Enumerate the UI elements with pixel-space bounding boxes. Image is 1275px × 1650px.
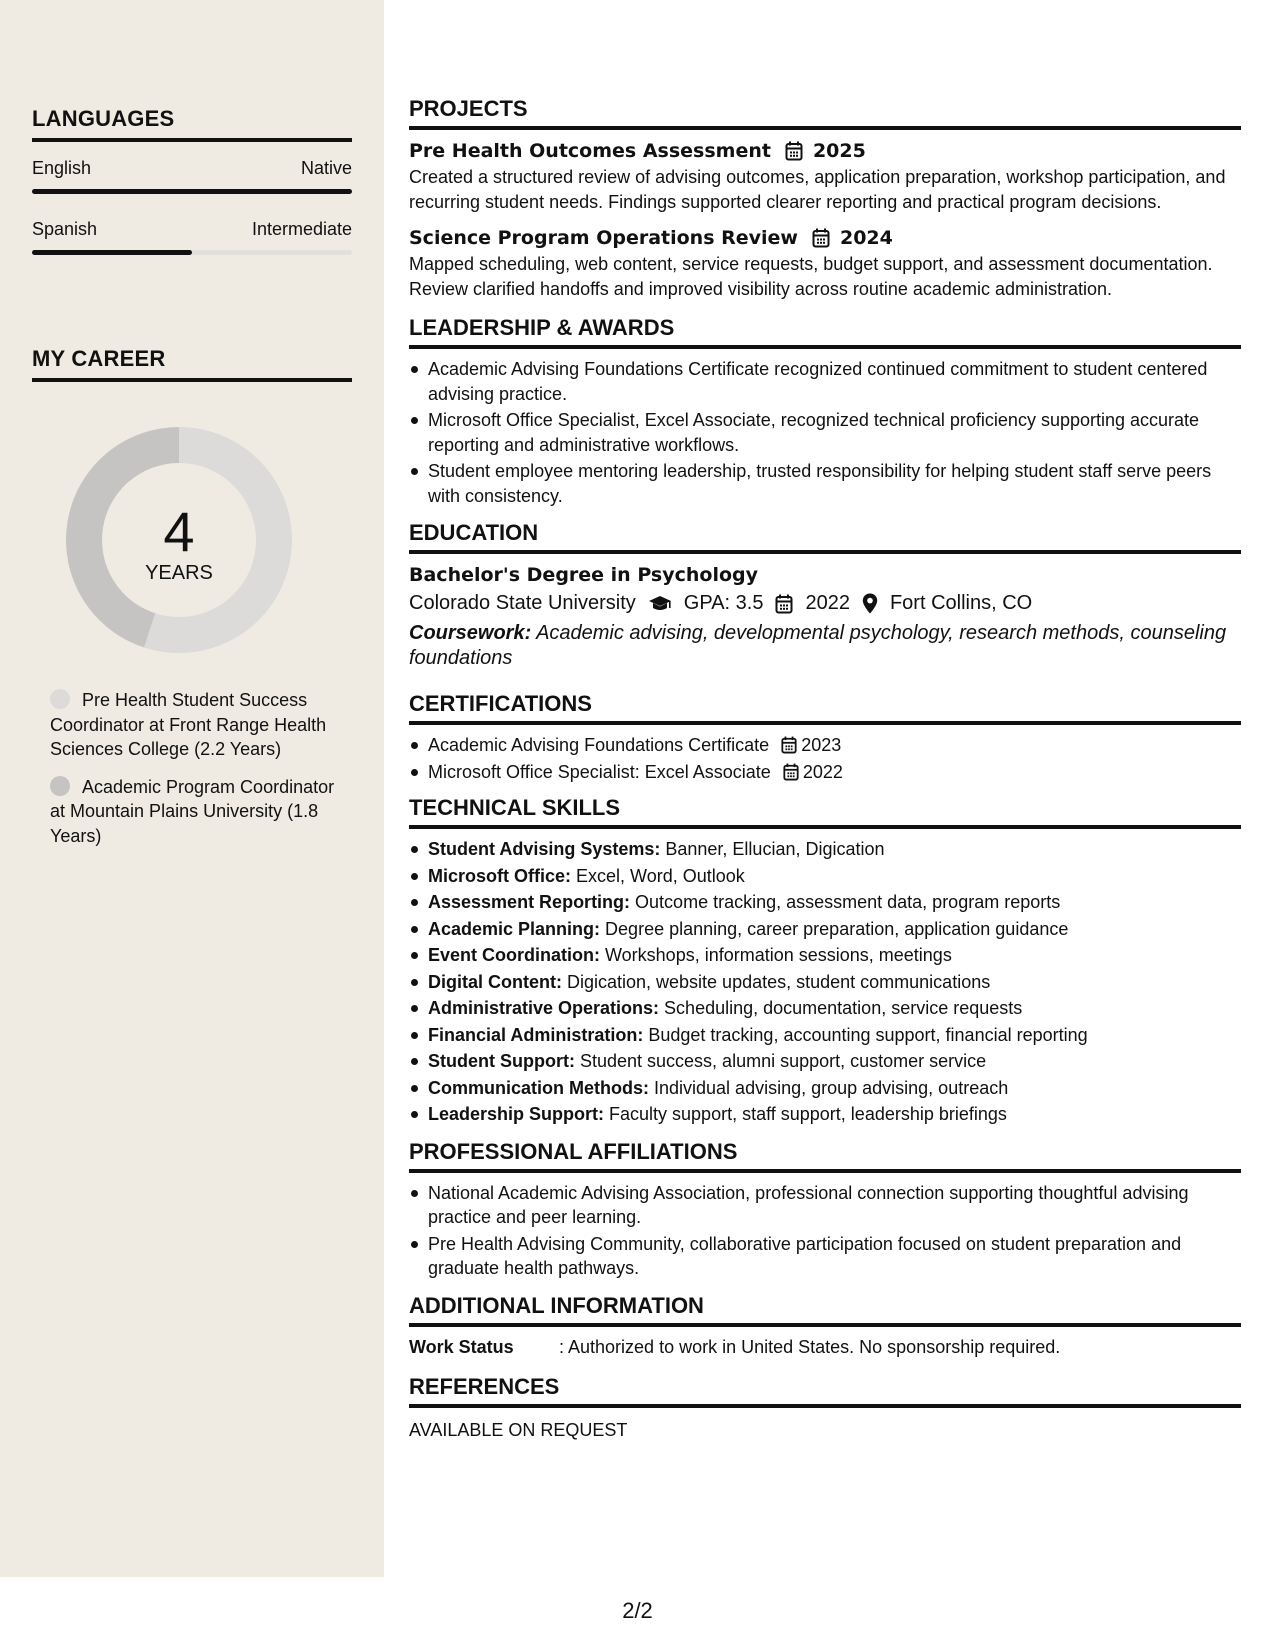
project-title-row [409, 140, 1241, 162]
leadership-list [409, 357, 1241, 508]
work-status-row [409, 1337, 1241, 1358]
list-item [409, 760, 1241, 785]
skill-key: Digital Content: [428, 971, 562, 992]
skill-key: Administrative Operations: [428, 998, 660, 1018]
list-item [409, 996, 1241, 1021]
career-item-text: Academic Program Coordinator at Mountain Plains University (1.8 Years) [50, 776, 335, 846]
list-item [409, 864, 1241, 889]
skill-value: Banner, Ellucian, Digication [660, 839, 885, 859]
list-item [409, 1102, 1241, 1127]
calendar-icon [783, 763, 799, 781]
coursework-text: Academic advising, developmental psychology, research methods, counseling foundations [409, 622, 1227, 669]
calendar-icon [812, 228, 830, 248]
career-list [50, 688, 340, 861]
calendar-icon [785, 141, 803, 161]
cert-year: 2022 [802, 761, 843, 782]
work-status-value: : Authorized to work in United States. No sponsorship required. [559, 1336, 1061, 1357]
skill-key: Financial Administration: [428, 1024, 644, 1045]
career-item [50, 775, 340, 849]
career-section [32, 346, 352, 382]
project-year: 2024 [839, 227, 893, 249]
list-item [409, 837, 1241, 862]
career-item-text: Pre Health Student Success Coordinator at Front Range Health Sciences College (2.2 Years) [50, 690, 327, 759]
list-item [409, 1076, 1241, 1101]
affiliations-list [409, 1181, 1241, 1281]
cert-year: 2023 [801, 735, 842, 755]
skill-key: Leadership Support: [428, 1104, 605, 1124]
skill-value: Individual advising, group advising, outreach [649, 1077, 1009, 1098]
degree-title: Bachelor's Degree in Psychology [409, 564, 759, 586]
legend-dot [50, 776, 70, 796]
skill-value: Budget tracking, accounting support, financial reporting [643, 1024, 1088, 1045]
list-item: Microsoft Office Specialist, Excel Associate, recognized technical proficiency supporting accurate reporting and administrative workflows. [409, 408, 1241, 457]
language-level: Native [300, 158, 352, 178]
career-years-number: 4 [163, 500, 195, 563]
projects-heading: PROJECTS [409, 96, 1241, 130]
affiliations-heading: PROFESSIONAL AFFILIATIONS [409, 1139, 1241, 1173]
additional-heading: ADDITIONAL INFORMATION [409, 1293, 1241, 1327]
references-text: AVAILABLE ON REQUEST [409, 1419, 628, 1440]
list-item [409, 1023, 1241, 1048]
graduation-year: 2022 [805, 592, 850, 614]
skill-value: Scheduling, documentation, service requests [659, 998, 1023, 1018]
school-name: Colorado State University [409, 592, 636, 614]
list-item: National Academic Advising Association, professional connection supporting thoughtful advising practice and peer learning. [409, 1181, 1241, 1230]
education-details [409, 592, 1241, 615]
career-donut-chart [66, 427, 292, 653]
cert-name: Microsoft Office Specialist: Excel Associate [428, 761, 771, 782]
language-row [32, 219, 352, 240]
calendar-icon [775, 594, 793, 614]
skill-key: Student Advising Systems: [428, 839, 661, 859]
career-item [50, 688, 340, 762]
skill-key: Student Support: [428, 1051, 575, 1071]
skill-value: Degree planning, career preparation, application guidance [600, 918, 1069, 939]
career-years-label: YEARS [145, 562, 213, 584]
list-item [409, 733, 1241, 758]
skill-key: Microsoft Office: [428, 865, 572, 886]
language-bar [32, 250, 352, 255]
language-name: English [32, 158, 92, 178]
project-year: 2025 [812, 140, 866, 162]
language-row [32, 158, 352, 179]
work-status-label: Work Status [409, 1336, 514, 1357]
education-heading: EDUCATION [409, 520, 1241, 554]
project-title: Science Program Operations Review [409, 227, 798, 249]
project-description: Created a structured review of advising outcomes, application preparation, workshop participation, and recurring student needs. Findings supported clearer reporting and practical program decisions. [409, 167, 1226, 212]
languages-section [32, 106, 352, 255]
cert-name: Academic Advising Foundations Certificate [428, 735, 770, 755]
school-location: Fort Collins, CO [889, 592, 1033, 614]
skill-value: Student success, alumni support, customer service [574, 1051, 987, 1071]
location-pin-icon [862, 593, 878, 614]
language-bar-fill [32, 250, 192, 255]
project-title-row [409, 227, 1241, 249]
main-content [409, 96, 1241, 1441]
sidebar [0, 0, 384, 1577]
language-bar [32, 189, 352, 194]
skill-key: Assessment Reporting: [428, 892, 631, 912]
coursework-label: Coursework: [409, 622, 532, 644]
graduation-cap-icon [648, 595, 672, 613]
career-heading: MY CAREER [32, 346, 352, 382]
skill-key: Communication Methods: [428, 1077, 649, 1098]
language-bar-fill [32, 189, 352, 194]
skill-value: Outcome tracking, assessment data, program reports [630, 892, 1061, 912]
skills-list [409, 837, 1241, 1127]
skills-heading: TECHNICAL SKILLS [409, 795, 1241, 829]
calendar-icon [781, 736, 797, 754]
skill-value: Digication, website updates, student communications [561, 971, 991, 992]
language-level: Intermediate [251, 219, 352, 239]
references-heading: REFERENCES [409, 1374, 1241, 1408]
skill-key: Event Coordination: [428, 945, 600, 965]
leadership-heading: LEADERSHIP & AWARDS [409, 315, 1241, 349]
coursework [409, 621, 1241, 671]
page-number: 2/2 [622, 1598, 653, 1623]
gpa: GPA: 3.5 [683, 592, 764, 614]
skill-key: Academic Planning: [428, 918, 601, 939]
skill-value: Faculty support, staff support, leadership briefings [604, 1104, 1007, 1124]
legend-dot [50, 689, 70, 709]
list-item [409, 1049, 1241, 1074]
language-name: Spanish [32, 219, 98, 239]
certifications-list [409, 733, 1241, 784]
list-item [409, 917, 1241, 942]
project-title: Pre Health Outcomes Assessment [409, 140, 771, 162]
list-item [409, 943, 1241, 968]
list-item: Student employee mentoring leadership, trusted responsibility for helping student staff serve peers with consistency. [409, 459, 1241, 508]
list-item [409, 970, 1241, 995]
languages-heading: LANGUAGES [32, 106, 352, 142]
certifications-heading: CERTIFICATIONS [409, 691, 1241, 725]
skill-value: Workshops, information sessions, meetings [600, 945, 952, 965]
list-item [409, 890, 1241, 915]
list-item: Pre Health Advising Community, collaborative participation focused on student preparation and graduate health pathways. [409, 1232, 1241, 1281]
skill-value: Excel, Word, Outlook [571, 865, 745, 886]
list-item: Academic Advising Foundations Certificate recognized continued commitment to student centered advising practice. [409, 357, 1241, 406]
project-description: Mapped scheduling, web content, service requests, budget support, and assessment documentation. Review clarified handoffs and improved visibility across routine academic administration. [409, 254, 1213, 299]
